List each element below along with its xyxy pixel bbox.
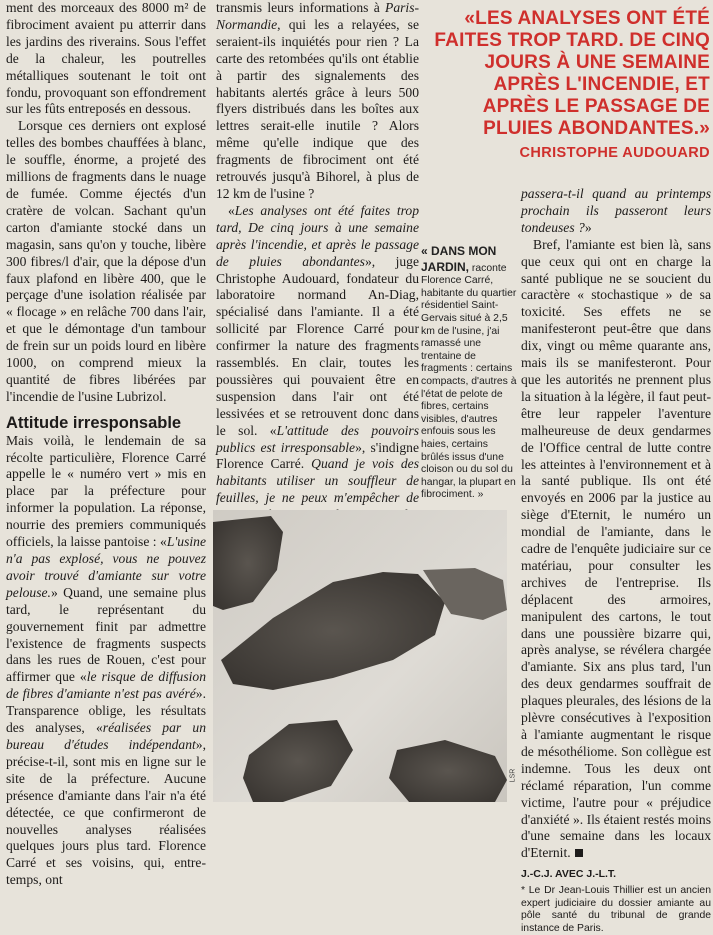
section-heading: Attitude irresponsable <box>6 413 182 432</box>
testimony-body: raconte Florence Carré, habitante du quartier résidentiel Saint-Gervais situé à 2,5 km de l'usine, j'ai ramassé une trentaine de fragments : certains compacts, d'autres à l'état de pelote de fibres, certains visibles, d'autres enfouis sous les haies, certains brûlés issus d'une cloison ou du sol du hangar, la plupart en fibrociment. » <box>421 262 517 501</box>
article-column-3 <box>521 186 711 935</box>
byline: J.-C.J. AVEC J.-L.T. <box>521 868 617 881</box>
paragraph: transmis leurs informations à Paris-Normandie, qui les a relayées, se seraient-ils inquiétés pour rien ? La carte des retombées qu'ils ont établie à partir des signalements des habitants alertés grâce à leurs 500 flyers distribués dans les boîtes aux lettres serait-elle inutile ? Alors même qu'elle indique que des fragments de fibrociment ont été retrouvés jusqu'à Bihorel, à plus de 12 km de l'usine ? <box>216 0 420 201</box>
article-column-1 <box>6 0 206 889</box>
pull-quote-text: «LES ANALYSES ONT ÉTÉ FAITES TROP TARD. DE CINQ JOURS À UNE SEMAINE APRÈS L'INCENDIE, ET APRÈS LE PASSAGE DE PLUIES ABONDANTES.» <box>434 8 710 139</box>
paragraph: «Les analyses ont été faites trop tard, De cinq jours à une semaine après l'incendie, et après le passage de pluies abondantes», juge Christophe Audouard, fondateur du laboratoire normand An-Diag, spécialisé dans l'amiante. Il a été sollicité par Florence Carré pour confirmer la nature des fragments rassemblés. En clair, toutes les poussières qui pouvaient être en suspension dans l'air ont été lessivées et se retrouvent donc dans le sol. «L'attitude des pouvoirs publics est irresponsable», s'indigne Florence Carré. Quand je vois des habitants utiliser un souffleur de feuilles, je ne peux m'empêcher de <box>216 202 420 506</box>
paragraph: ment des morceaux des 8000 m² de fibrociment avaient pu atterrir dans les jardins des riverains. Sous l'effet de la chaleur, les poutrelles métalliques soutenant le toit ont fondu, provoquant son effondrement sur les fûts entreposés en dessous. <box>6 0 206 117</box>
fragments-illustration <box>213 510 507 802</box>
paragraph: Mais voilà, le lendemain de sa récolte particulière, Florence Carré appelle le « numéro vert » mis en place par la préfecture pour informer la population. La réponse, nourrie des premiers communiqués officiels, la laisse pantoise : «L'usine n'a pas explosé, vous ne pouvez avoir trouvé d'amiante sur votre pelouse.» Quand, une semaine plus tard, le représentant du gouvernement finit par admettre l'existence de fragments suspects dans les rues de Rouen, c'est pour affirmer que «le risque de diffusion de fibres d'amiante n'est pas avéré». Transparence oblige, les résultats des analyses, «réalisées par un bureau d'études indépendant», précise-t-il, sont mis en ligne sur le site de la préfecture. Aucune présence d'amiante dans l'air n'a été détectée, ce que confirmeront de nouvelles analyses réalisées quelques jours plus tard. Florence Carré et ses voisins, qui, entre-temps, ont <box>6 432 206 888</box>
pull-quote-author: CHRISTOPHE AUDOUARD <box>519 145 710 161</box>
footnote: * Le Dr Jean-Louis Thillier est un ancien expert judiciaire du dossier amiante au pôle santé du tribunal de grande instance de Paris. <box>521 885 711 934</box>
pull-quote <box>430 8 710 161</box>
paragraph: Bref, l'amiante est bien là, sans que ceux qui ont en charge la santé publique ne se soucient du caractère « stochastique » de sa toxicité. Ses effets ne se manifesteront peut-être que dans dix, vingt ou même quarante ans, mais ils se manifesteront. Pour que les autorités ne prennent plus la situation à la légère, il faut peut-être leur rappeler l'aventure malheureuse de deux gendarmes de l'Office central de lutte contre les atteintes à l'environnement et à la santé publique. Ils ont été envoyés en 2006 par la justice au siège d'Eternit, le numéro un mondial de l'amiante, dans le cadre de l'enquête judiciaire sur ce matériau, pour consulter les archives de l'entreprise. Ils déplacent des armoires, manipulent des cartons, le tout dans une poussière bizarre qui, après analyse, se révélera chargée d'amiante. Six ans plus tard, l'un des deux gendarmes souffrait de plaques pleurales, des lésions de la plèvre consécutives à l'exposition à l'amiante augmentant le risque de mésothéliome. Son collègue est indemne. Tous les deux ont réclamé réparation, l'un comme victime, l'autre pour « préjudice d'anxiété ». Ils étaient restés moins d'une semaine dans les locaux d'Eternit. <box>521 236 711 861</box>
article-column-2 <box>216 0 419 558</box>
testimony-lead: « DANS MON JARDIN, <box>421 244 497 274</box>
asbestos-fragments-photo <box>213 510 507 802</box>
paragraph: Lorsque ces derniers ont explosé telles des bombes chauffées à blanc, le souffle, énorme, a projeté des millions de fragments dans le nuage de fumée. Comme éjectés d'un cratère de volcan. Sachant qu'un carton d'amiante stocké dans un magasin, sans qu'on y touche, libère 300 fibres/l d'air, que la dépose d'un faux plafond en libère 400, que le perçage d'une isolation réalisée par « flocage » en relâche 700 dans l'air, et que le démontage d'un tambour de frein sur un poids lourd en libère 1000, on comprend mieux la quantité de fibres libérées par l'incendie de l'usine Lubrizol. <box>6 118 206 404</box>
paragraph: passera-t-il quand au printemps prochain ils passeront leurs tondeuses ?» <box>521 186 711 235</box>
end-mark-icon <box>575 849 583 857</box>
photo-credit: LSR <box>509 768 517 783</box>
testimony-box <box>421 244 518 502</box>
